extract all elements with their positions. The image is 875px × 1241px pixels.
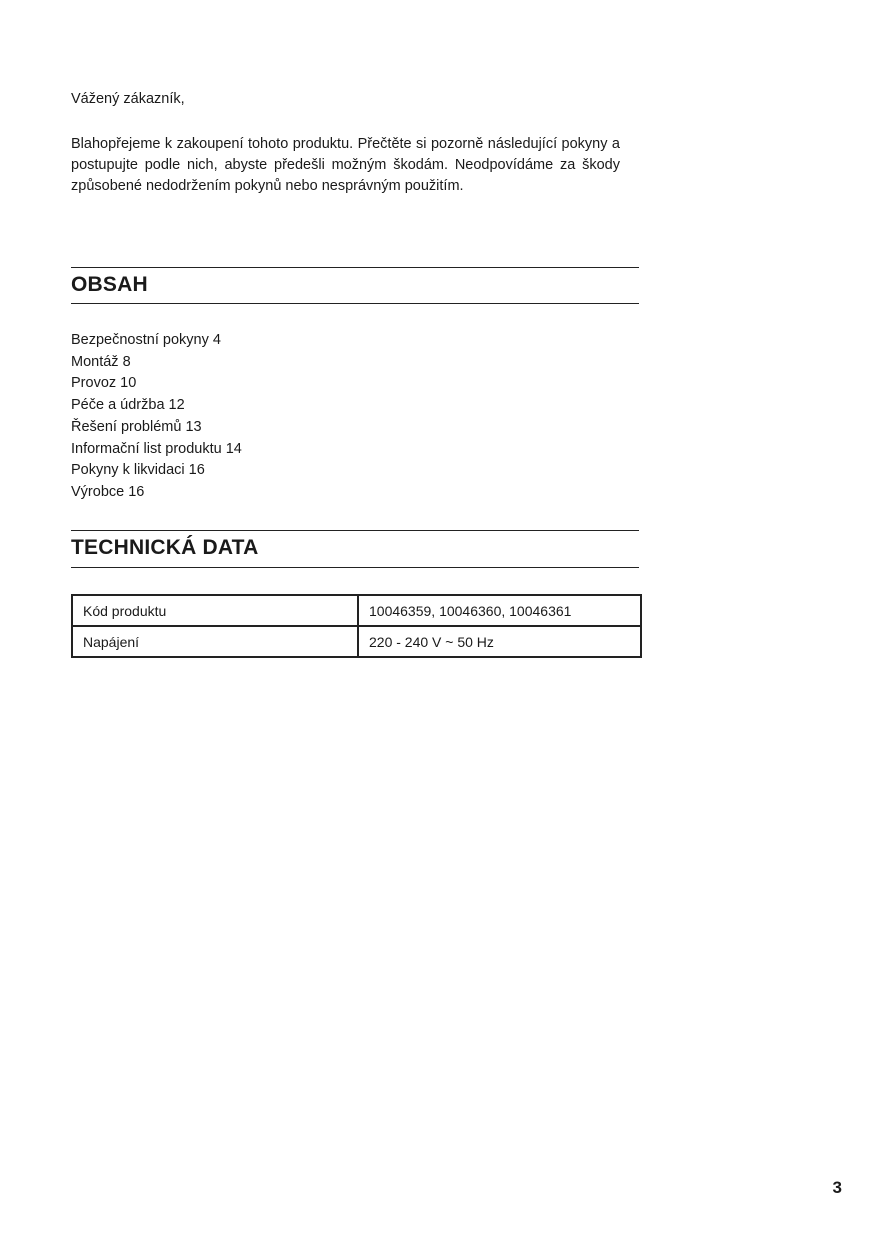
spec-label-product-code: Kód produktu (72, 595, 358, 626)
toc-item: Pokyny k likvidaci 16 (71, 462, 205, 479)
spec-value-power-supply: 220 - 240 V ~ 50 Hz (358, 626, 641, 657)
intro-paragraph: Blahopřejeme k zakoupení tohoto produktu. Přečtěte si pozorně následující pokyny a postupujte podle nich, abyste předešli možným škodám. Neodpovídáme za škody způsobené nedodržením pokynů nebo nesprávným použitím. (71, 136, 620, 194)
toc-item: Řešení problémů 13 (71, 418, 202, 435)
table-row (72, 626, 641, 657)
spec-label-power-supply: Napájení (72, 626, 358, 657)
table-of-contents (71, 330, 242, 504)
spec-value-product-code: 10046359, 10046360, 10046361 (358, 595, 641, 626)
toc-item: Péče a údržba 12 (71, 397, 185, 414)
toc-item: Montáž 8 (71, 353, 131, 370)
greeting: Vážený zákazník, (71, 91, 185, 107)
toc-item: Provoz 10 (71, 375, 137, 392)
toc-item: Výrobce 16 (71, 483, 145, 500)
contents-heading: OBSAH (71, 273, 148, 296)
table-row (72, 595, 641, 626)
technical-heading: TECHNICKÁ DATA (71, 536, 259, 559)
technical-heading-block (71, 530, 639, 568)
toc-item: Informační list produktu 14 (71, 440, 242, 457)
technical-data-table (71, 594, 642, 658)
page-number: 3 (832, 1178, 842, 1197)
contents-heading-block (71, 267, 639, 304)
toc-item: Bezpečnostní pokyny 4 (71, 332, 221, 348)
